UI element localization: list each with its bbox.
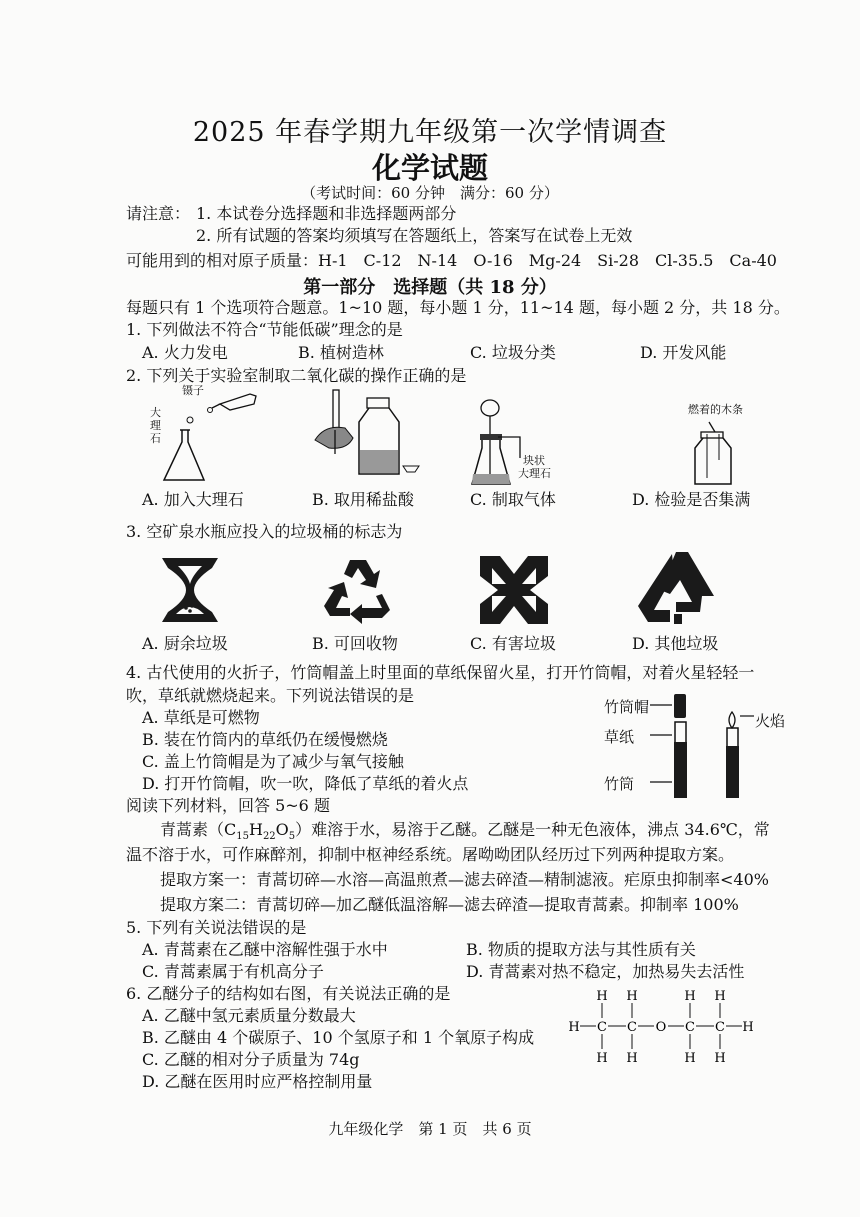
part1-instruction: 每题只有 1 个选项符合题意。1~10 题，每小题 1 分，11~14 题，每小题 2 分，共 18 分。 (126, 298, 790, 317)
q6-stem: 6. 乙醚分子的结构如右图，有关说法正确的是 (126, 984, 451, 1003)
q3-option-d: D. 其他垃圾 (632, 634, 719, 653)
exam-title: 2025 年春学期九年级第一次学情调查 (192, 117, 668, 148)
q3-option-b: B. 可回收物 (312, 634, 398, 653)
fire-starter-figure (650, 690, 760, 800)
notice-2: 2. 所有试题的答案均须填写在答题纸上，答案写在试卷上无效 (196, 226, 633, 245)
q4-stem-1: 4. 古代使用的火折子，竹筒帽盖上时里面的草纸保留火星，打开竹筒帽，对着火星轻轻一 (126, 663, 755, 682)
label-cap: 竹筒帽 (604, 698, 650, 716)
label-block: 块状 (523, 454, 545, 467)
svg-text:H: H (684, 989, 696, 1004)
q2-stem: 2. 下列关于实验室制取二氧化碳的操作正确的是 (126, 366, 467, 385)
q3-option-a: A. 厨余垃圾 (142, 634, 228, 653)
label-flame: 火焰 (755, 712, 786, 730)
label-burning-stick: 燃着的木条 (688, 403, 743, 416)
svg-text:C: C (685, 1020, 695, 1035)
label-paper: 草纸 (604, 728, 635, 746)
q6-option-a: A. 乙醚中氢元素质量分数最大 (142, 1006, 356, 1025)
label-marble: 大理石 (150, 406, 161, 445)
label-marble-c: 大理石 (518, 467, 551, 480)
q4-option-b: B. 装在竹筒内的草纸仍在缓慢燃烧 (142, 730, 388, 749)
q6-option-c: C. 乙醚的相对分子质量为 74g (142, 1050, 360, 1069)
q1-option-b: B. 植树造林 (298, 343, 384, 362)
svg-text:C: C (627, 1020, 637, 1035)
food-waste-icon (158, 556, 222, 624)
reading-paragraph-2: 温不溶于水，可作麻醉剂，抑制中枢神经系统。屠呦呦团队经历过下列两种提取方案。 (126, 845, 735, 864)
other-waste-icon (636, 550, 716, 626)
ether-structure-diagram (566, 986, 766, 1066)
q5-option-d: D. 青蒿素对热不稳定，加热易失去活性 (466, 962, 745, 981)
svg-text:H: H (626, 1051, 638, 1066)
q1-option-a: A. 火力发电 (142, 343, 228, 362)
notice-label: 请注意： (126, 204, 191, 223)
q1-stem: 1. 下列做法不符合“节能低碳”理念的是 (126, 320, 403, 339)
subject-title: 化学试题 (371, 151, 488, 185)
q5-option-a: A. 青蒿素在乙醚中溶解性强于水中 (142, 940, 388, 959)
q5-option-c: C. 青蒿素属于有机高分子 (142, 962, 324, 981)
q4-option-c: C. 盖上竹筒帽是为了减少与氧气接触 (142, 752, 404, 771)
q3-stem: 3. 空矿泉水瓶应投入的垃圾桶的标志为 (126, 522, 403, 541)
fig-take-acid (305, 388, 425, 488)
q4-option-a: A. 草纸是可燃物 (142, 708, 260, 727)
extraction-plan-2: 提取方案二：青蒿切碎—加乙醚低温溶解—滤去碎渣—提取青蒿素。抑制率 100% (160, 895, 739, 914)
svg-text:H: H (684, 1051, 696, 1066)
svg-text:O: O (655, 1020, 667, 1035)
svg-text:C: C (715, 1020, 725, 1035)
q6-option-b: B. 乙醚由 4 个碳原子、10 个氢原子和 1 个氧原子构成 (142, 1028, 535, 1047)
q2-option-a: A. 加入大理石 (142, 490, 244, 509)
atomic-masses: 可能用到的相对原子质量：H-1 C-12 N-14 O-16 Mg-24 Si-28 Cl-35.5 Ca-40 (126, 251, 777, 270)
q6-option-d: D. 乙醚在医用时应严格控制用量 (142, 1072, 373, 1091)
extraction-plan-1: 提取方案一：青蒿切碎—水溶—高温煎煮—滤去碎渣—精制滤液。疟原虫抑制率<40% (160, 870, 769, 889)
svg-text:C: C (597, 1020, 607, 1035)
q1-option-c: C. 垃圾分类 (470, 343, 556, 362)
q4-option-d: D. 打开竹筒帽，吹一吹，降低了草纸的着火点 (142, 774, 469, 793)
q2-option-c: C. 制取气体 (470, 490, 556, 509)
q2-option-b: B. 取用稀盐酸 (312, 490, 414, 509)
svg-text:H: H (714, 989, 726, 1004)
svg-text:H: H (596, 1051, 608, 1066)
fig-check-full (685, 420, 745, 488)
exam-info: （考试时间：60 分钟 满分：60 分） (301, 184, 559, 202)
reading-intro: 阅读下列材料，回答 5~6 题 (126, 796, 330, 815)
svg-text:H: H (568, 1020, 580, 1035)
fig-make-gas (470, 398, 530, 490)
svg-text:H: H (714, 1051, 726, 1066)
part1-heading: 第一部分 选择题（共 18 分） (303, 277, 557, 298)
hazardous-waste-icon (478, 554, 550, 626)
q5-stem: 5. 下列有关说法错误的是 (126, 918, 307, 937)
q3-option-c: C. 有害垃圾 (470, 634, 556, 653)
q4-stem-2: 吹，草纸就燃烧起来。下列说法错误的是 (126, 686, 415, 705)
svg-text:H: H (742, 1020, 754, 1035)
svg-text:H: H (626, 989, 638, 1004)
reading-paragraph-1: 青蒿素$(C_{15}H_{22}O_5)$难溶于水，易溶于乙醚。乙醚是一种无色液体，沸点 34.6℃，常 (160, 820, 770, 843)
q5-option-b: B. 物质的提取方法与其性质有关 (466, 940, 696, 959)
recyclable-icon (320, 554, 398, 626)
q1-option-d: D. 开发风能 (640, 343, 727, 362)
label-tube: 竹筒 (604, 775, 635, 793)
page-footer: 九年级化学 第 1 页 共 6 页 (328, 1120, 532, 1138)
notice-1: 1. 本试卷分选择题和非选择题两部分 (196, 204, 457, 223)
label-tweezers: 镊子 (182, 384, 204, 397)
svg-text:H: H (596, 989, 608, 1004)
q2-option-d: D. 检验是否集满 (632, 490, 751, 509)
fig-add-marble (160, 390, 270, 490)
